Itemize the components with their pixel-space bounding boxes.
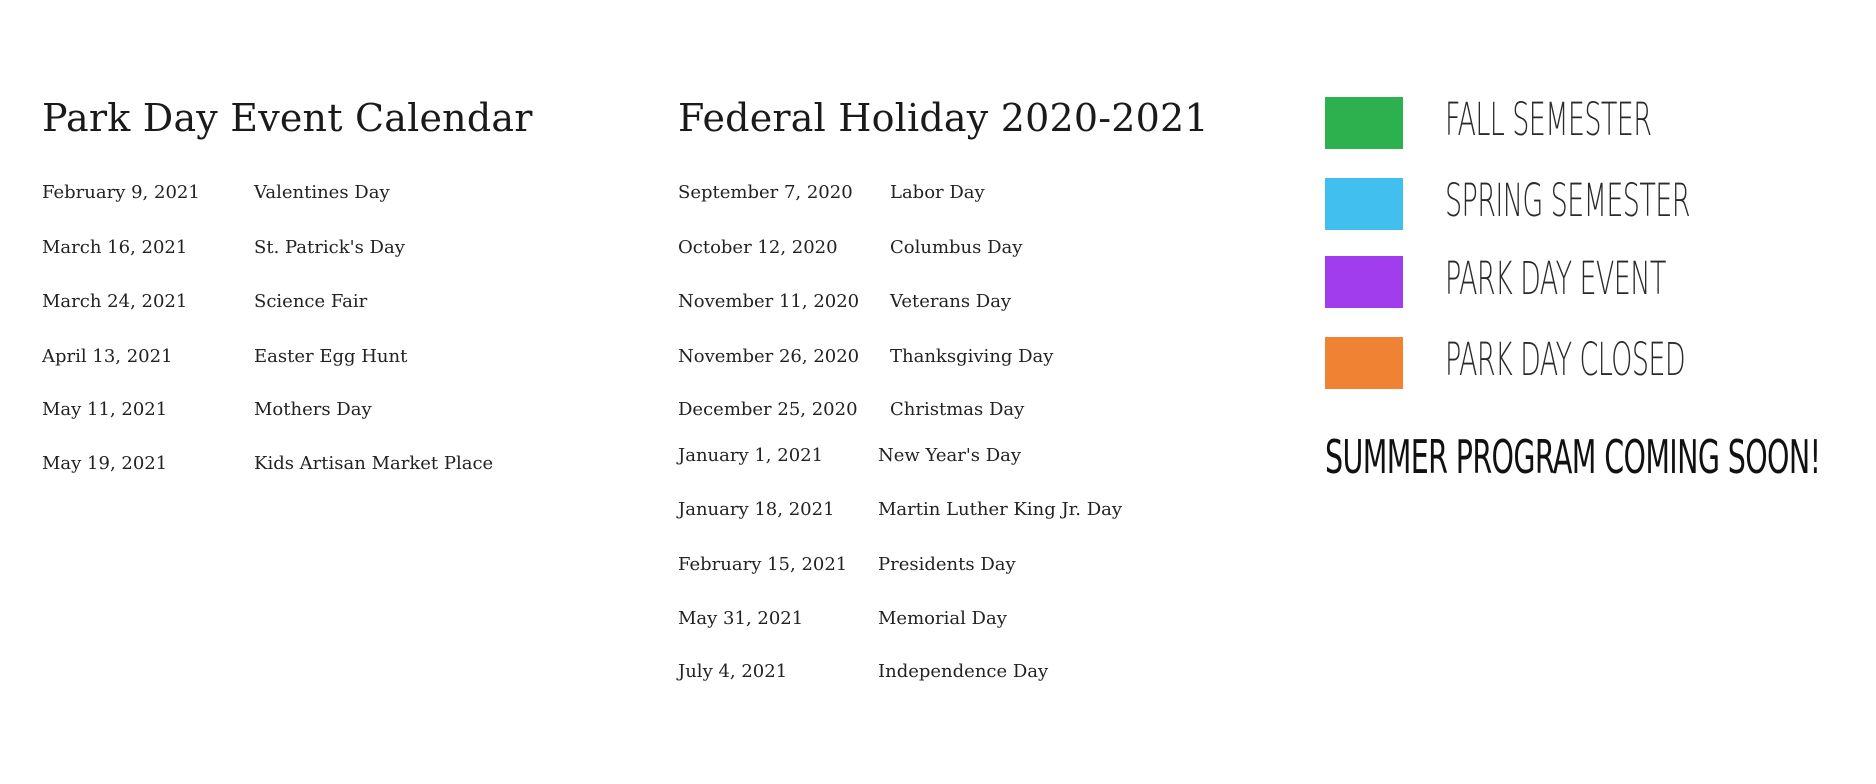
- holiday-date: January 1, 2021: [678, 445, 824, 466]
- event-date: May 19, 2021: [42, 453, 168, 474]
- fall-semester-label: FALL SEMESTER: [1445, 93, 1652, 146]
- event-date: March 16, 2021: [42, 237, 188, 258]
- holiday-date: July 4, 2021: [678, 661, 788, 682]
- holiday-date: December 25, 2020: [678, 399, 858, 420]
- event-name: Science Fair: [254, 291, 368, 312]
- holiday-date: February 15, 2021: [678, 554, 848, 575]
- holiday-date: October 12, 2020: [678, 237, 838, 258]
- holiday-name: Labor Day: [890, 182, 985, 203]
- holiday-name: Martin Luther King Jr. Day: [878, 499, 1123, 520]
- holiday-name: Independence Day: [878, 661, 1049, 682]
- holiday-name: Thanksgiving Day: [890, 346, 1054, 367]
- holiday-date: November 26, 2020: [678, 346, 860, 367]
- event-name: Kids Artisan Market Place: [254, 453, 494, 474]
- event-date: April 13, 2021: [42, 346, 173, 367]
- event-date: March 24, 2021: [42, 291, 188, 312]
- park-day-closed-label: PARK DAY CLOSED: [1445, 333, 1686, 386]
- event-name: St. Patrick's Day: [254, 237, 405, 258]
- park-day-event-label: PARK DAY EVENT: [1445, 252, 1666, 305]
- event-date: February 9, 2021: [42, 182, 200, 203]
- park-day-event-swatch: [1325, 256, 1403, 308]
- holiday-name: Veterans Day: [890, 291, 1012, 312]
- holiday-date: September 7, 2020: [678, 182, 853, 203]
- park-day-closed-swatch: [1325, 337, 1403, 389]
- holiday-name: Memorial Day: [878, 608, 1007, 629]
- fall-semester-swatch: [1325, 97, 1403, 149]
- event-name: Easter Egg Hunt: [254, 346, 408, 367]
- holiday-name: Columbus Day: [890, 237, 1023, 258]
- event-name: Valentines Day: [254, 182, 390, 203]
- spring-semester-label: SPRING SEMESTER: [1445, 174, 1690, 227]
- summer-program-announcement: SUMMER PROGRAM COMING SOON!: [1325, 430, 1821, 484]
- federal-holidays-title: Federal Holiday 2020-2021: [678, 96, 1209, 140]
- holiday-date: November 11, 2020: [678, 291, 860, 312]
- holiday-name: New Year's Day: [878, 445, 1022, 466]
- holiday-name: Christmas Day: [890, 399, 1025, 420]
- event-name: Mothers Day: [254, 399, 372, 420]
- holiday-name: Presidents Day: [878, 554, 1016, 575]
- holiday-date: May 31, 2021: [678, 608, 804, 629]
- holiday-date: January 18, 2021: [678, 499, 835, 520]
- park-calendar-title: Park Day Event Calendar: [42, 96, 533, 140]
- spring-semester-swatch: [1325, 178, 1403, 230]
- event-date: May 11, 2021: [42, 399, 168, 420]
